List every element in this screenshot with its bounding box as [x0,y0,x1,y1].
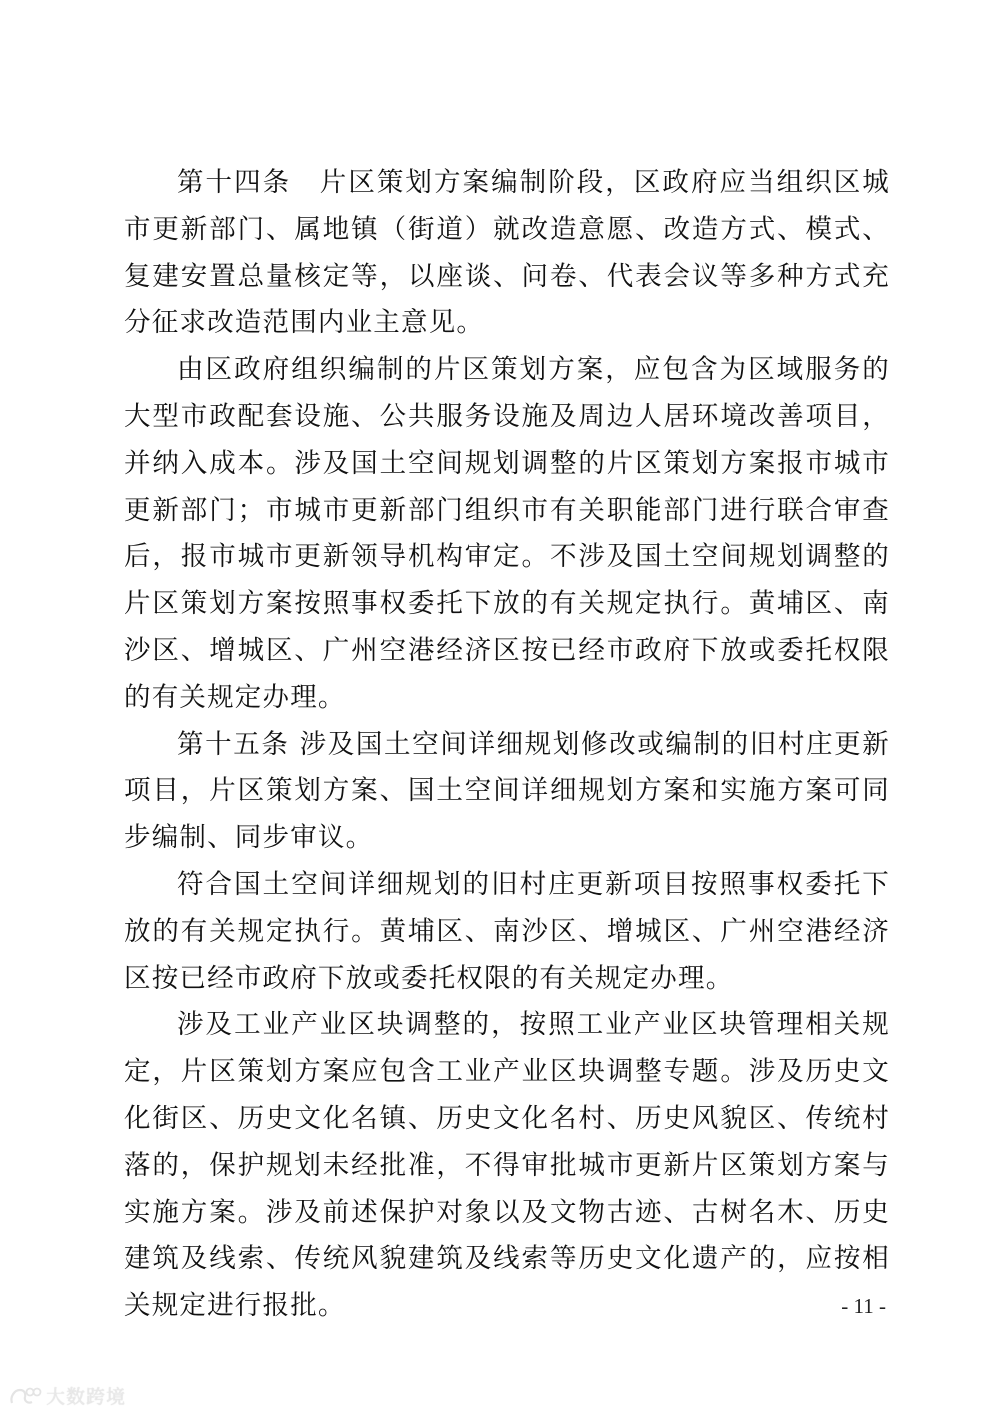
watermark [8,1382,126,1409]
paragraph-article-15: 第十五条 涉及国土空间详细规划修改或编制的旧村庄更新项目，片区策划方案、国土空间详细规划方案和实施方案可同步编制、同步审议。 [124,728,890,854]
watermark-text: 大数跨境 [46,1386,127,1408]
paragraph-industrial-heritage: 涉及工业产业区块调整的，按照工业产业区块管理相关规定，片区策划方案应包含工业产业区块调整专题。涉及历史文化街区、历史文化名镇、历史文化名村、历史风貌区、传统村落的，保护规划未经批准，不得审批城市更新片区策划方案与实施方案。涉及前述保护对象以及文物古迹、古树名木、历史建筑及线索、传统风貌建筑及线索等历史文化遗产的，应按相关规定进行报批。 [124,1009,890,1322]
paragraph-district-plan: 由区政府组织编制的片区策划方案，应包含为区域服务的大型市政配套设施、公共服务设施及周边人居环境改善项目，并纳入成本。涉及国土空间规划调整的片区策划方案报市城市更新部门；市城市更新部门组织市有关职能部门进行联合审查后，报市城市更新领导机构审定。不涉及国土空间规划调整的片区策划方案按照事权委托下放的有关规定执行。黄埔区、南沙区、增城区、广州空港经济区按已经市政府下放或委托权限的有关规定办理。 [124,354,890,713]
paragraph-detailed-plan: 符合国土空间详细规划的旧村庄更新项目按照事权委托下放的有关规定执行。黄埔区、南沙区、增城区、广州空港经济区按已经市政府下放或委托权限的有关规定办理。 [124,868,890,994]
logo-icon [8,1385,42,1407]
document-body [124,160,890,1330]
page-number: - 11 - [841,1294,886,1318]
paragraph-article-14: 第十四条 片区策划方案编制阶段，区政府应当组织区城市更新部门、属地镇（街道）就改造意愿、改造方式、模式、复建安置总量核定等，以座谈、问卷、代表会议等多种方式充分征求改造范围内业主意见。 [124,167,890,339]
